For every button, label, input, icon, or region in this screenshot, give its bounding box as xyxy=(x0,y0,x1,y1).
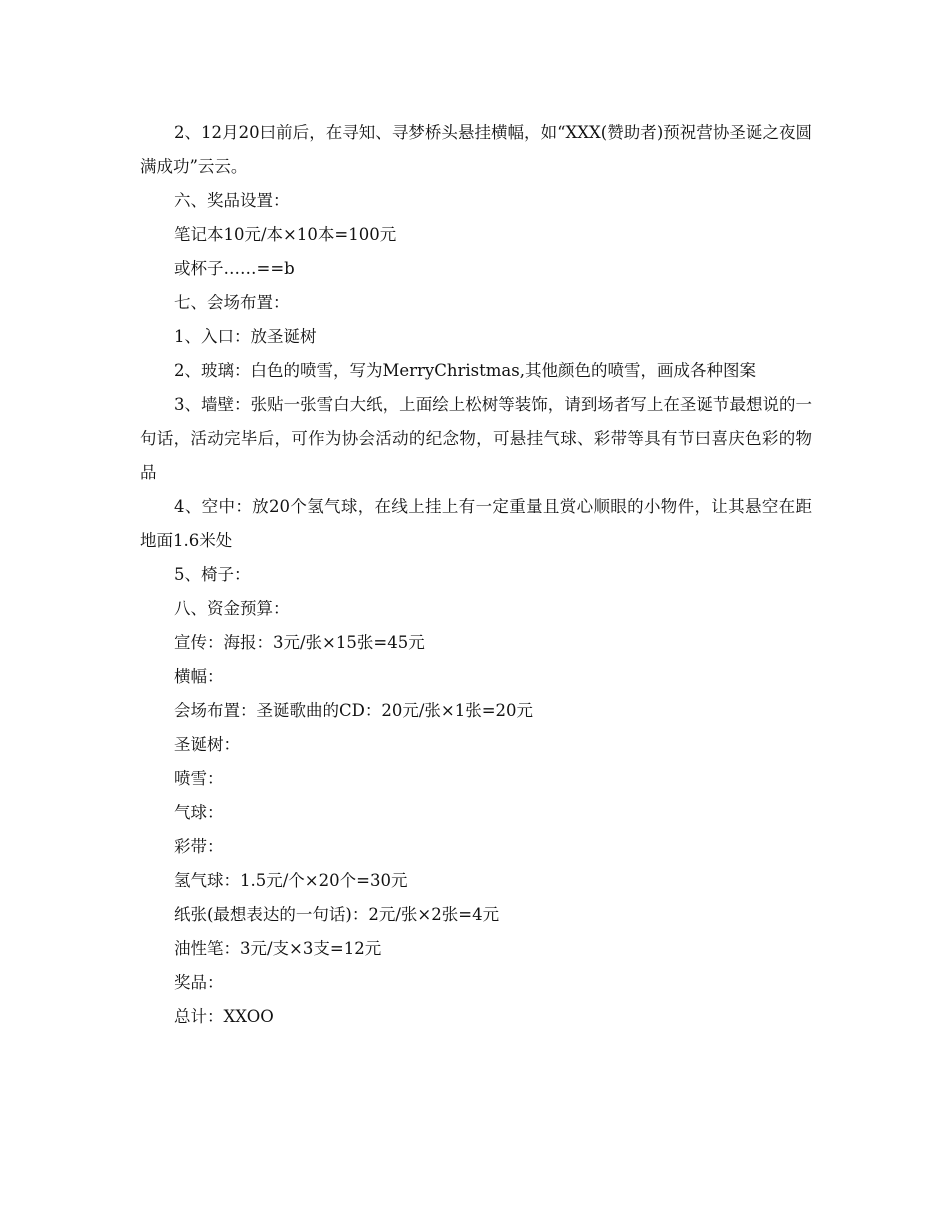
budget-line-spray-snow: 喷雪： xyxy=(174,769,224,788)
section-heading-budget: 八、资金预算： xyxy=(174,599,290,618)
budget-line-total: 总计：XXOO xyxy=(174,1007,274,1026)
paragraph-entrance: 1、入口：放圣诞树 xyxy=(174,327,317,346)
paragraph-notebook: 笔记本10元/本×10本=100元 xyxy=(174,225,397,244)
budget-line-ribbons: 彩带： xyxy=(174,837,224,856)
paragraph-chairs: 5、椅子： xyxy=(174,565,251,584)
budget-line-paper: 纸张(最想表达的一句话)：2元/张×2张=4元 xyxy=(174,905,500,924)
budget-line-poster: 宣传：海报：3元/张×15张=45元 xyxy=(174,633,425,652)
section-heading-prizes: 六、奖品设置： xyxy=(174,191,290,210)
paragraph-cup: 或杯子……==b xyxy=(174,259,295,278)
budget-line-prizes: 奖品： xyxy=(174,973,224,992)
document-body xyxy=(140,116,812,1034)
budget-line-balloons: 气球： xyxy=(174,803,224,822)
budget-line-hydrogen-balloons: 氢气球：1.5元/个×20个=30元 xyxy=(174,871,408,890)
paragraph-banner: 2、12月20曰前后，在寻知、寻梦桥头悬挂横幅，如“XXX(赞助者)预祝营协圣诞之夜圆满成功”云云。 xyxy=(140,123,812,176)
budget-line-banner: 横幅： xyxy=(174,667,224,686)
budget-line-cd: 会场布置：圣诞歌曲的CD：20元/张×1张=20元 xyxy=(174,701,534,720)
section-heading-venue: 七、会场布置： xyxy=(174,293,290,312)
budget-line-markers: 油性笔：3元/支×3支=12元 xyxy=(174,939,382,958)
paragraph-wall: 3、墙壁：张贴一张雪白大纸，上面绘上松树等装饰，请到场者写上在圣诞节最想说的一句话，活动完毕后，可作为协会活动的纪念物，可悬挂气球、彩带等具有节曰喜庆色彩的物品 xyxy=(140,395,812,482)
budget-line-tree: 圣诞树： xyxy=(174,735,240,754)
paragraph-air: 4、空中：放20个氢气球，在线上挂上有一定重量且赏心顺眼的小物件，让其悬空在距地面1.6米处 xyxy=(140,497,812,550)
paragraph-glass: 2、玻璃：白色的喷雪，写为MerryChristmas,其他颜色的喷雪，画成各种图案 xyxy=(174,361,756,380)
